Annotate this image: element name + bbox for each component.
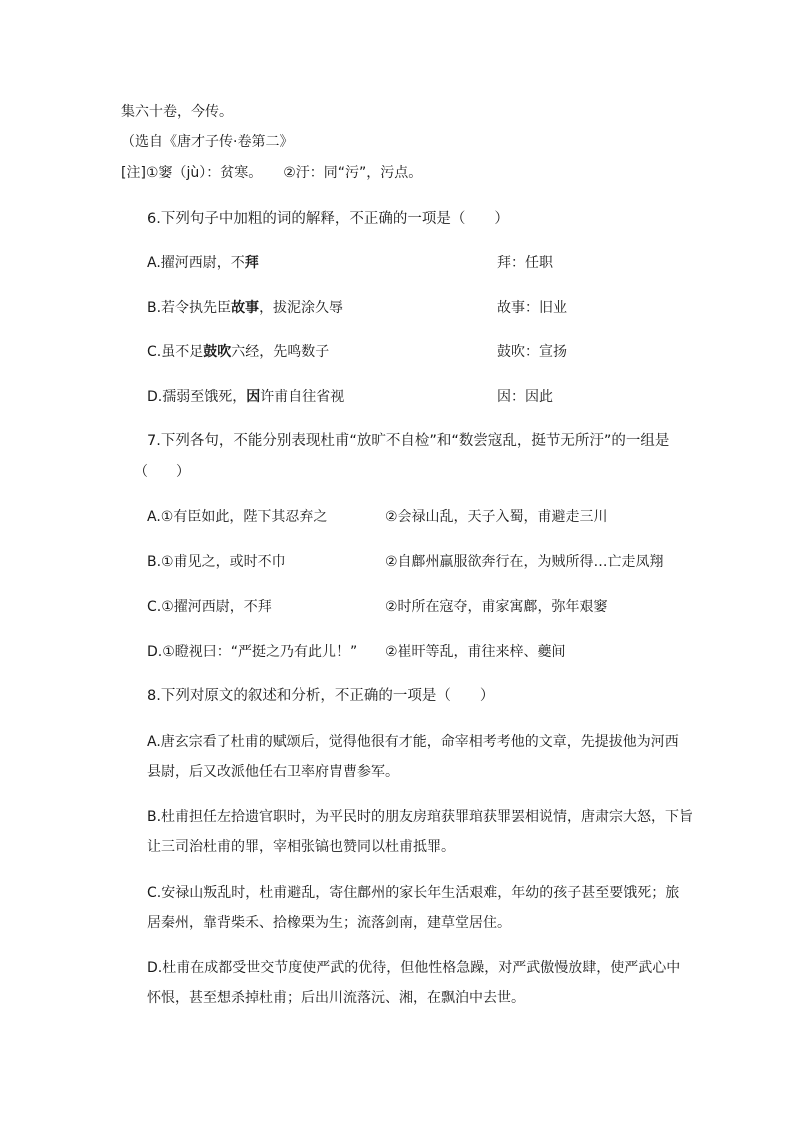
source-citation: （选自《唐才子传·卷第二》 — [121, 134, 294, 150]
option-text: B.若令执先臣 — [147, 300, 232, 316]
option-text: C.虽不足 — [147, 344, 204, 360]
q7-option-a-left: A.①有臣如此，陛下其忍弃之 — [147, 509, 328, 525]
q7-option-b-left: B.①甫见之，或时不巾 — [147, 554, 286, 570]
option-text: 许甫自往省视 — [260, 389, 345, 405]
q7-option-d-left: D.①瞪视曰：“严挺之乃有此儿！” — [147, 644, 358, 660]
question-6-stem: 6.下列句子中加粗的词的解释，不正确的一项是（ ） — [147, 211, 509, 227]
q6-option-c-answer: 鼓吹：宣扬 — [497, 344, 567, 360]
q8-option-d-line2: 怀恨，甚至想杀掉杜甫；后出川流落沅、湘，在飘泊中去世。 — [147, 990, 525, 1006]
q6-option-b-answer: 故事：旧业 — [497, 300, 567, 316]
q6-option-b — [147, 299, 343, 317]
question-8-stem: 8.下列对原文的叙述和分析，不正确的一项是（ ） — [147, 688, 495, 704]
q8-option-a-line2: 县尉，后又改派他任右卫率府胄曹参军。 — [147, 764, 399, 780]
option-text: ，拔泥涂久辱 — [259, 300, 344, 316]
text-line: 集六十卷，今传。 — [121, 104, 233, 120]
q7-option-c-left: C.①擢河西尉，不拜 — [147, 599, 272, 615]
q7-option-c-right: ②时所在寇夺，甫家寓鄜，弥年艰窭 — [385, 599, 608, 615]
q8-option-b-line2: 让三司治杜甫的罪，宰相张镐也赞同以杜甫抵罪。 — [147, 839, 455, 855]
q6-option-a — [147, 254, 259, 272]
bold-word: 鼓吹 — [203, 344, 232, 360]
q8-option-b-line1: B.杜甫担任左拾遗官职时，为平民时的朋友房琯获罪琯获罪罢相说情，唐肃宗大怒，下旨 — [147, 809, 694, 825]
question-7-stem: 7.下列各句，不能分别表现杜甫“放旷不自检”和“数尝寇乱，挺节无所汙”的一组是 — [147, 433, 670, 449]
q8-option-d-line1: D.杜甫在成都受世交节度使严武的优待，但他性格急躁，对严武傲慢放肆，使严武心中 — [147, 960, 681, 976]
q6-option-c — [147, 343, 329, 361]
option-text: 六经，先鸣数子 — [231, 344, 330, 360]
question-7-stem-cont: （ ） — [134, 464, 190, 480]
q6-option-d-answer: 因：因此 — [497, 389, 553, 405]
q6-option-d — [147, 388, 344, 406]
q7-option-a-right: ②会禄山乱，天子入蜀，甫避走三川 — [385, 509, 608, 525]
bold-word: 拜 — [244, 255, 259, 271]
option-text: D.孺弱至饿死， — [147, 389, 247, 405]
q8-option-c-line2: 居秦州，靠背柴禾、拾橡栗为生；流落剑南，建草堂居住。 — [147, 915, 511, 931]
q8-option-a-line1: A.唐玄宗看了杜甫的赋颂后，觉得他很有才能，命宰相考考他的文章，先提拔他为河西 — [147, 734, 679, 750]
bold-word: 故事 — [231, 300, 260, 316]
q6-option-a-answer: 拜：任职 — [497, 255, 553, 271]
q7-option-b-right: ②自鄜州羸服欲奔行在，为贼所得…亡走凤翔 — [385, 554, 664, 570]
option-text: A.擢河西尉，不 — [147, 255, 245, 271]
footnote: [注]①窭（jù）：贫寒。 ②汙：同“污”，污点。 — [121, 165, 423, 181]
q8-option-c-line1: C.安禄山叛乱时，杜甫避乱，寄住鄜州的家长年生活艰难，年幼的孩子甚至要饿死；旅 — [147, 885, 680, 901]
q7-option-d-right: ②崔旰等乱，甫往来梓、夔间 — [385, 644, 566, 660]
bold-word: 因 — [246, 389, 261, 405]
